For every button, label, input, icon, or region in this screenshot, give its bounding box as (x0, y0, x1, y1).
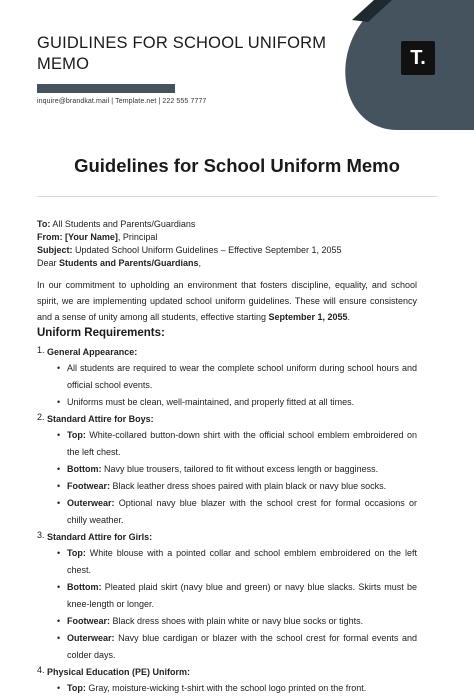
contact-line: inquire@brandkat.mail | Template.net | 222 555 7777 (37, 98, 207, 105)
list-item: • All students are required to wear the complete school uniform during school hours and official school events. (57, 360, 417, 394)
list-item: • Outerwear: Optional navy blue blazer with the school crest for formal occasions or chilly weather. (57, 495, 417, 529)
requirement-section: 2. Standard Attire for Boys: • Top: White-collared button-down shirt with the official school emblem embroidered on the left chest. • Bottom: Navy blue trousers, tailored to fit without excess length or bagginess. • Footwear: Black leather dress shoes paired with plain black or navy blue socks. • Outerwear: Optional navy blue blazer with the school crest for formal occasions or chilly weather. (37, 411, 417, 529)
intro-paragraph: In our commitment to upholding an environment that fosters discipline, equality, and school spirit, we are implementing updated school uniform guidelines. These will ensure consistency and a sense of unity among all students, effective starting September 1, 2055. (37, 280, 417, 323)
list-item: • Bottom: Navy blue trousers, tailored to fit without excess length or bagginess. (57, 461, 417, 478)
memo-subject-line: Subject: Updated School Uniform Guidelines – Effective September 1, 2055 (37, 245, 342, 255)
document-header-title: GUIDLINES FOR SCHOOL UNIFORM MEMO (37, 34, 327, 73)
list-item: • Bottom: Pleated plaid skirt (navy blue and green) or navy blue slacks. Skirts must be knee-length or longer. (57, 579, 417, 613)
page-title: Guidelines for School Uniform Memo (74, 155, 400, 176)
section-title: Physical Education (PE) Uniform: (47, 666, 191, 677)
list-item: • Top: White blouse with a pointed collar and school emblem embroidered on the left chest. (57, 545, 417, 579)
memo-salutation: Dear Students and Parents/Guardians, (37, 258, 202, 268)
requirements-heading: Uniform Requirements: (37, 326, 165, 339)
memo-to-line: To: All Students and Parents/Guardians (37, 219, 196, 229)
list-item: • Uniforms must be clean, well-maintained, and properly fitted at all times. (57, 394, 417, 411)
brand-logo: T. (401, 41, 435, 75)
title-divider (37, 196, 437, 197)
section-title: General Appearance: (47, 346, 138, 357)
section-title: Standard Attire for Boys: (47, 413, 154, 424)
list-item: • Top: Gray, moisture-wicking t-shirt with the school logo printed on the front. (57, 680, 417, 697)
memo-from-line: From: [Your Name], Principal (37, 232, 158, 242)
section-title: Standard Attire for Girls: (47, 531, 153, 542)
list-item: • Footwear: Black leather dress shoes paired with plain black or navy blue socks. (57, 478, 417, 495)
requirement-section: 3. Standard Attire for Girls: • Top: White blouse with a pointed collar and school emblem embroidered on the left chest. • Bottom: Pleated plaid skirt (navy blue and green) or navy blue slacks. Skirts must be knee-length or longer. • Footwear: Black dress shoes with plain white or navy blue socks or tights. • Outerwear: Navy blue cardigan or blazer with the school crest for formal events and colder days. (37, 529, 417, 664)
list-item: • Outerwear: Navy blue cardigan or blazer with the school crest for formal events and colder days. (57, 630, 417, 664)
memo-body (37, 218, 417, 697)
requirement-section: 1. General Appearance: • All students are required to wear the complete school uniform during school hours and official school events. • Uniforms must be clean, well-maintained, and properly fitted at all times. (37, 344, 417, 411)
list-item: • Footwear: Black dress shoes with plain white or navy blue socks or tights. (57, 613, 417, 630)
requirement-section: 4. Physical Education (PE) Uniform: • Top: Gray, moisture-wicking t-shirt with the school logo printed on the front. (37, 664, 417, 697)
header-accent-bar (37, 84, 175, 93)
requirements-list (37, 344, 417, 697)
list-item: • Top: White-collared button-down shirt with the official school emblem embroidered on the left chest. (57, 427, 417, 461)
